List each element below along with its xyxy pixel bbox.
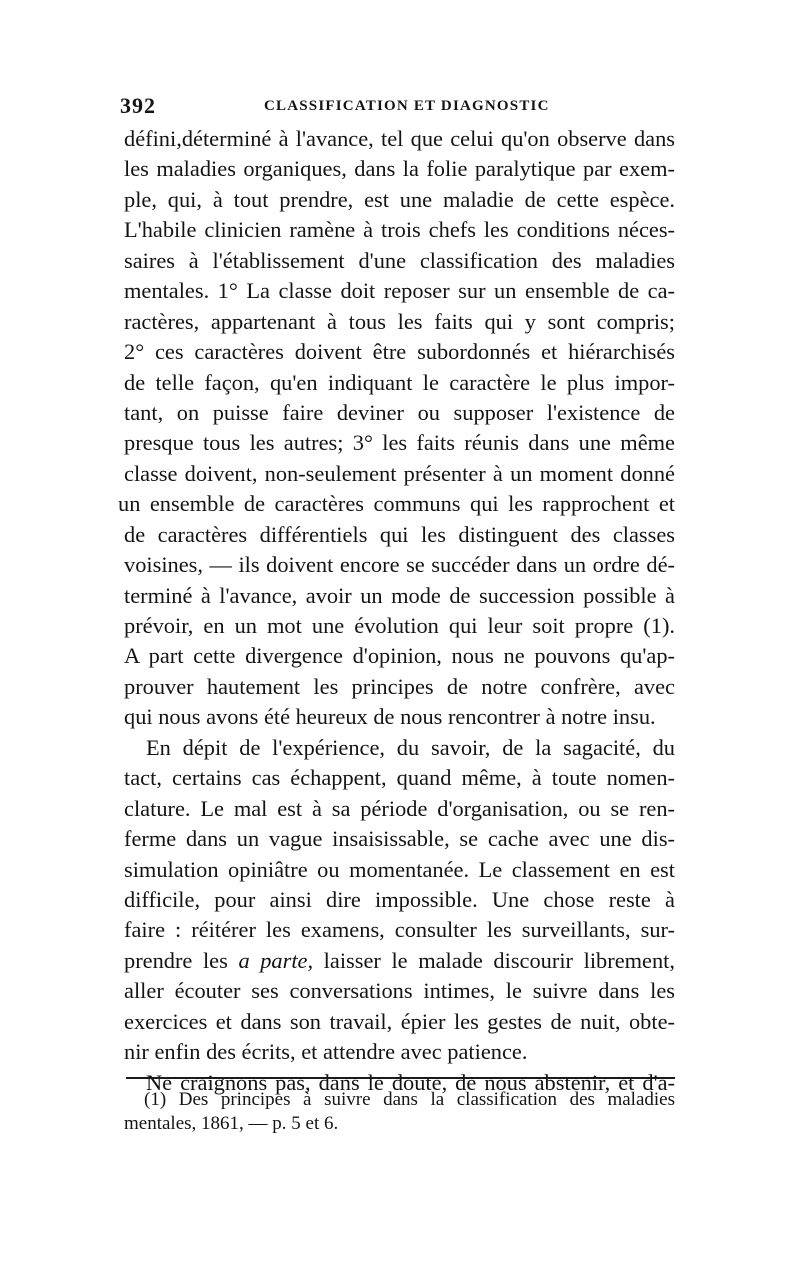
text-line: classe doivent, non-seulement présenter à un moment donné: [124, 460, 675, 486]
text-line: ple, qui, à tout prendre, est une maladie de cette espèce.: [124, 186, 675, 212]
text-line: [124, 946, 675, 976]
text-line: un ensemble de caractères communs qui les rapprochent et: [118, 491, 675, 517]
text-line: les maladies organiques, dans la folie paralytique par exem-: [124, 156, 675, 182]
text-line: Ne craignons pas, dans le doute, de nous abstenir, et d'a-: [146, 1069, 675, 1095]
text-line: mentales. 1° La classe doit reposer sur un ensemble de ca-: [124, 278, 675, 304]
text-line: A part cette divergence d'opinion, nous ne pouvons qu'ap-: [124, 643, 675, 669]
text-line: clature. Le mal est à sa période d'organisation, ou se ren-: [124, 795, 675, 821]
text-line: aller écouter ses conversations intimes, le suivre dans les: [124, 978, 675, 1004]
text-line: voisines, — ils doivent encore se succéder dans un ordre dé-: [124, 552, 675, 578]
text-line: qui nous avons été heureux de nous rencontrer à notre insu.: [124, 704, 656, 730]
text-line: presque tous les autres; 3° les faits réunis dans une même: [124, 430, 675, 456]
text-line: faire : réitérer les examens, consulter les surveillants, sur-: [124, 917, 675, 943]
text-line: L'habile clinicien ramène à trois chefs les conditions néces-: [124, 217, 675, 243]
text-line: ferme dans un vague insaisissable, se cache avec une dis-: [124, 826, 675, 852]
text-line: saires à l'établissement d'une classification des maladies: [124, 247, 675, 273]
text-line: prévoir, en un mot une évolution qui leur soit propre (1).: [124, 613, 675, 638]
text-line: exercices et dans son travail, épier les gestes de nuit, obte-: [124, 1008, 675, 1034]
running-title: CLASSIFICATION ET DIAGNOSTIC: [264, 98, 550, 114]
footnote-line: (1) Des principes à suivre dans la classification des maladies: [144, 1089, 675, 1110]
text-line: nir enfin des écrits, et attendre avec patience.: [124, 1039, 528, 1065]
page-number: 392: [120, 93, 156, 118]
text-line: En dépit de l'expérience, du savoir, de la sagacité, du: [146, 734, 675, 760]
text-line: de telle façon, qu'en indiquant le caractère le plus impor-: [124, 369, 675, 395]
text-line: défini,déterminé à l'avance, tel que celui qu'on observe dans: [124, 126, 675, 151]
text-line: terminé à l'avance, avoir un mode de succession possible à: [124, 582, 675, 608]
footnote-rule: [126, 1077, 675, 1079]
text-line: tact, certains cas échappent, quand même, à toute nomen-: [124, 765, 675, 791]
text-segment: prendre les: [124, 947, 228, 973]
text-segment: laisser le malade discourir librement,: [323, 947, 675, 973]
text-line: difficile, pour ainsi dire impossible. Une chose reste à: [124, 886, 675, 912]
body-text: [118, 124, 675, 1098]
footnote: [124, 1088, 675, 1136]
footnote-line: mentales, 1861, — p. 5 et 6.: [124, 1113, 339, 1134]
text-line: tant, on puisse faire deviner ou supposer l'existence de: [124, 399, 675, 425]
text-line: de caractères différentiels qui les distinguent des classes: [124, 521, 675, 547]
text-line: prouver hautement les principes de notre confrère, avec: [124, 673, 675, 699]
text-line: 2° ces caractères doivent être subordonnés et hiérarchisés: [124, 339, 675, 365]
italic-phrase: a parte,: [238, 947, 314, 973]
text-line: simulation opiniâtre ou momentanée. Le classement en est: [124, 856, 675, 882]
text-line: ractères, appartenant à tous les faits qui y sont compris;: [124, 308, 675, 334]
page-header: [120, 93, 680, 119]
